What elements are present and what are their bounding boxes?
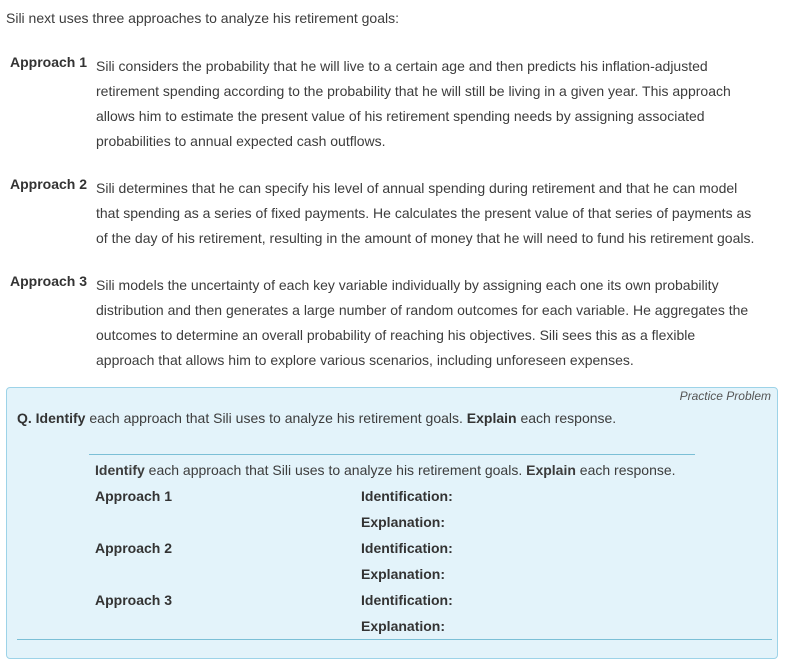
text-line: outcomes to determine an overall probability of reaching his objectives. Sili sees this as a flexible	[96, 327, 696, 343]
answer-bold-explain: Explain	[526, 462, 576, 478]
text-line: of the day of his retirement, resulting in the amount of money that he will need to fund his retirement goals.	[96, 230, 755, 246]
approach-label: Approach 3	[10, 273, 88, 289]
practice-problem-box	[6, 387, 778, 659]
question-mid: each approach that Sili uses to analyze his retirement goals.	[89, 410, 463, 426]
explanation-label: Explanation:	[361, 618, 446, 634]
approach-description	[96, 54, 781, 154]
approach-description	[96, 273, 781, 373]
answer-end: each response.	[579, 462, 676, 478]
approach-label: Approach 2	[10, 176, 88, 192]
question-prefix: Q.	[17, 410, 32, 426]
text-line: approach that allows him to explore various scenarios, including unforeseen expenses.	[96, 352, 634, 368]
text-line: retirement spending according to the probability that he will still be living in a given year. This approach	[96, 83, 731, 99]
question-bold-explain: Explain	[466, 410, 517, 426]
approach-description	[96, 176, 781, 251]
question-end: each response.	[520, 410, 617, 426]
answer-heading	[95, 462, 676, 478]
text-line: probabilities to annual expected cash outflows.	[96, 133, 386, 149]
text-line: allows him to estimate the present value of his retirement spending needs by assigning associated	[96, 108, 705, 124]
identification-label: Identification:	[361, 540, 453, 556]
explanation-label: Explanation:	[361, 566, 446, 582]
divider-top	[89, 454, 695, 455]
identification-label: Identification:	[361, 592, 453, 608]
approach-label: Approach 1	[10, 54, 88, 70]
text-line: that spending as a series of fixed payments. He calculates the present value of that series of payments as	[96, 205, 752, 221]
intro-text: Sili next uses three approaches to analyze his retirement goals:	[6, 10, 399, 26]
text-line: Sili models the uncertainty of each key variable individually by assigning each one its own probability	[96, 277, 719, 293]
text-line: Sili determines that he can specify his level of annual spending during retirement and that he can model	[96, 180, 738, 196]
identification-label: Identification:	[361, 488, 453, 504]
divider-bottom	[17, 639, 772, 640]
question-text	[17, 410, 616, 426]
answer-row-label: Approach 1	[95, 488, 173, 504]
question-bold-identify: Identify	[35, 410, 86, 426]
answer-mid: each approach that Sili uses to analyze his retirement goals.	[148, 462, 523, 478]
practice-problem-tag: Practice Problem	[679, 389, 771, 403]
answer-row-label: Approach 2	[95, 540, 173, 556]
answer-bold-identify: Identify	[95, 462, 145, 478]
answer-row-label: Approach 3	[95, 592, 173, 608]
text-line: Sili considers the probability that he will live to a certain age and then predicts his inflation-adjusted	[96, 58, 708, 74]
explanation-label: Explanation:	[361, 514, 446, 530]
text-line: distribution and then generates a large number of random outcomes for each variable. He aggregates the	[96, 302, 749, 318]
